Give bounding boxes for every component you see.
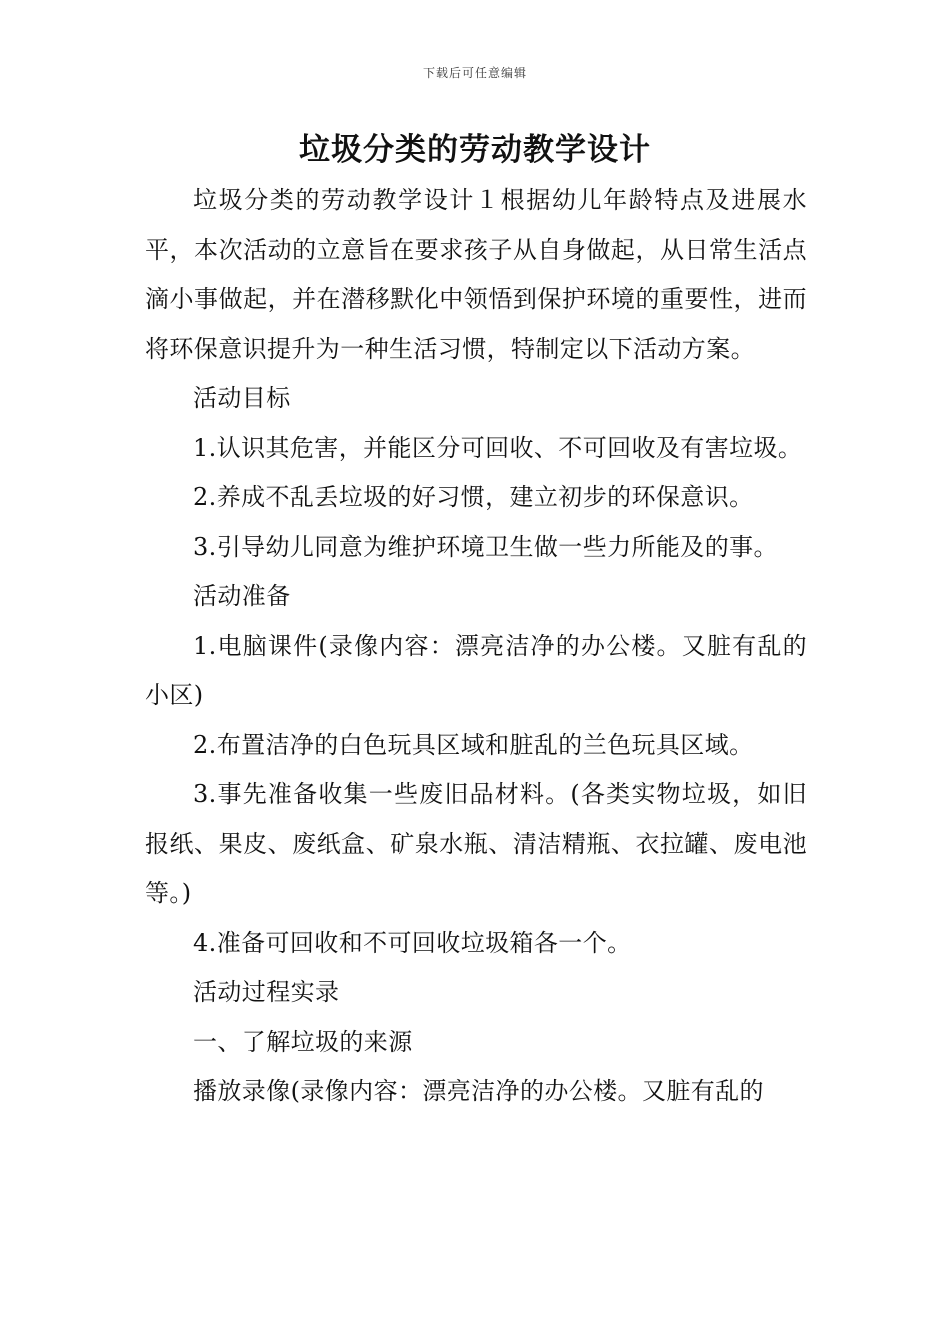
heading-activity-preparation: 活动准备 xyxy=(193,582,291,610)
goal-item-2: 2.养成不乱丢垃圾的好习惯，建立初步的环保意识。 xyxy=(193,483,754,511)
process-section-1: 一、了解垃圾的来源 xyxy=(193,1027,413,1056)
process-paragraph-1: 播放录像(录像内容：漂亮洁净的办公楼。又脏有乱的 xyxy=(193,1077,764,1105)
goal-item-1: 1.认识其危害，并能区分可回收、不可回收及有害垃圾。 xyxy=(193,433,803,462)
prep-item-1: 1.电脑课件(录像内容：漂亮洁净的办公楼。又脏有乱的小区) xyxy=(145,631,807,709)
prep-item-3: 3.事先准备收集一些废旧品材料。(各类实物垃圾，如旧报纸、果皮、废纸盒、矿泉水瓶、清洁精瓶、衣拉罐、废电池等。) xyxy=(145,780,807,907)
header-note: 下载后可任意编辑 xyxy=(422,66,527,80)
prep-item-2: 2.布置洁净的白色玩具区域和脏乱的兰色玩具区域。 xyxy=(193,730,754,759)
prep-item-4: 4.准备可回收和不可回收垃圾箱各一个。 xyxy=(193,928,632,957)
heading-activity-process: 活动过程实录 xyxy=(193,978,340,1006)
document-body xyxy=(145,176,807,1117)
goal-item-3: 3.引导幼儿同意为维护环境卫生做一些力所能及的事。 xyxy=(193,532,778,561)
heading-activity-goals: 活动目标 xyxy=(193,384,291,412)
document-title: 垃圾分类的劳动教学设计 xyxy=(299,132,651,168)
paragraph-intro: 垃圾分类的劳动教学设计１根据幼儿年龄特点及进展水平，本次活动的立意旨在要求孩子从自身做起，从日常生活点滴小事做起，并在潜移默化中领悟到保护环境的重要性，进而将环保意识提升为一种生活习惯，特制定以下活动方案。 xyxy=(145,186,807,363)
